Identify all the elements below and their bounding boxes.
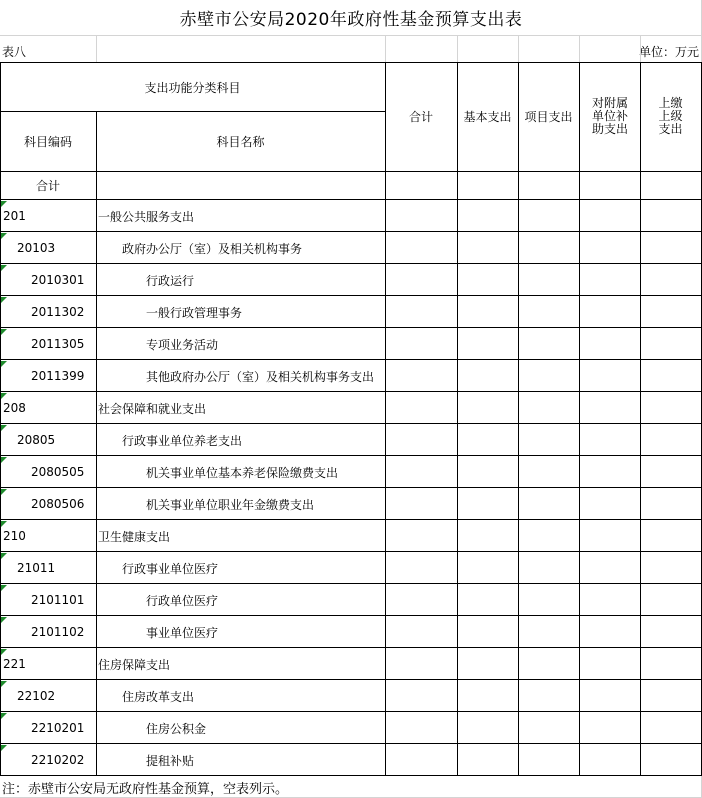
header-category-group: 支出功能分类科目: [144, 80, 241, 95]
row-code: 20103: [17, 241, 56, 255]
row-code: 208: [3, 401, 26, 415]
row-name: 事业单位医疗: [146, 625, 219, 640]
header-subsidy: 对附属单位补助支出: [592, 96, 629, 136]
cell-marker-icon: [1, 521, 7, 527]
cell-marker-icon: [1, 585, 7, 591]
row-code: 20805: [17, 433, 56, 447]
cell-marker-icon: [1, 265, 7, 271]
unit-label: 单位：万元: [638, 45, 699, 59]
page-title: 赤壁市公安局2020年政府性基金预算支出表: [179, 10, 523, 30]
row-name: 行政运行: [146, 273, 195, 288]
cell-marker-icon: [1, 393, 7, 399]
cell-marker-icon: [1, 233, 7, 239]
row-name: 住房公积金: [146, 721, 207, 736]
cell-marker-icon: [1, 425, 7, 431]
row-code: 2080506: [31, 497, 85, 511]
table-label: 表八: [2, 45, 27, 59]
cell-marker-icon: [1, 489, 7, 495]
row-code: 21011: [17, 561, 56, 575]
row-code: 2011305: [31, 337, 85, 351]
row-code: 2010301: [31, 273, 85, 287]
row-code: 2210202: [31, 753, 85, 767]
cell-marker-icon: [1, 201, 7, 207]
row-code: 210: [3, 529, 26, 543]
cell-marker-icon: [1, 617, 7, 623]
row-code: 2080505: [31, 465, 85, 479]
cell-marker-icon: [1, 553, 7, 559]
row-name: 其他政府办公厅（室）及相关机构事务支出: [146, 369, 375, 384]
row-name: 一般公共服务支出: [98, 209, 195, 224]
cell-marker-icon: [1, 329, 7, 335]
row-code: 22102: [17, 689, 56, 703]
row-code: 2011302: [31, 305, 85, 319]
row-name: 卫生健康支出: [98, 529, 171, 544]
row-name: 住房改革支出: [122, 689, 195, 704]
row-name: 专项业务活动: [146, 337, 219, 352]
header-upper: 上缴上级支出: [658, 96, 683, 136]
header-project: 项目支出: [524, 110, 573, 124]
total-row-label: 合计: [35, 179, 60, 193]
row-code: 2011399: [31, 369, 85, 383]
row-name: 政府办公厅（室）及相关机构事务: [122, 241, 303, 256]
row-code: 221: [3, 657, 26, 671]
header-basic: 基本支出: [463, 110, 512, 124]
cell-marker-icon: [1, 681, 7, 687]
row-code: 2101102: [31, 625, 85, 639]
cell-marker-icon: [1, 745, 7, 751]
header-total: 合计: [408, 110, 433, 124]
row-name: 行政事业单位医疗: [122, 561, 219, 576]
row-name: 行政单位医疗: [146, 593, 219, 608]
row-name: 提租补贴: [146, 753, 195, 768]
cell-marker-icon: [1, 713, 7, 719]
row-name: 机关事业单位职业年金缴费支出: [146, 497, 315, 512]
row-name: 一般行政管理事务: [146, 305, 243, 320]
footnote: 注：赤壁市公安局无政府性基金预算，空表列示。: [2, 781, 289, 797]
cell-marker-icon: [1, 361, 7, 367]
header-code: 科目编码: [23, 135, 72, 149]
row-code: 2210201: [31, 721, 85, 735]
row-name: 机关事业单位基本养老保险缴费支出: [146, 465, 339, 480]
row-name: 住房保障支出: [98, 657, 171, 672]
cell-marker-icon: [1, 457, 7, 463]
row-code: 201: [3, 209, 26, 223]
row-code: 2101101: [31, 593, 85, 607]
row-name: 行政事业单位养老支出: [122, 433, 243, 448]
header-name: 科目名称: [216, 135, 265, 149]
row-name: 社会保障和就业支出: [98, 401, 207, 416]
cell-marker-icon: [1, 649, 7, 655]
cell-marker-icon: [1, 297, 7, 303]
